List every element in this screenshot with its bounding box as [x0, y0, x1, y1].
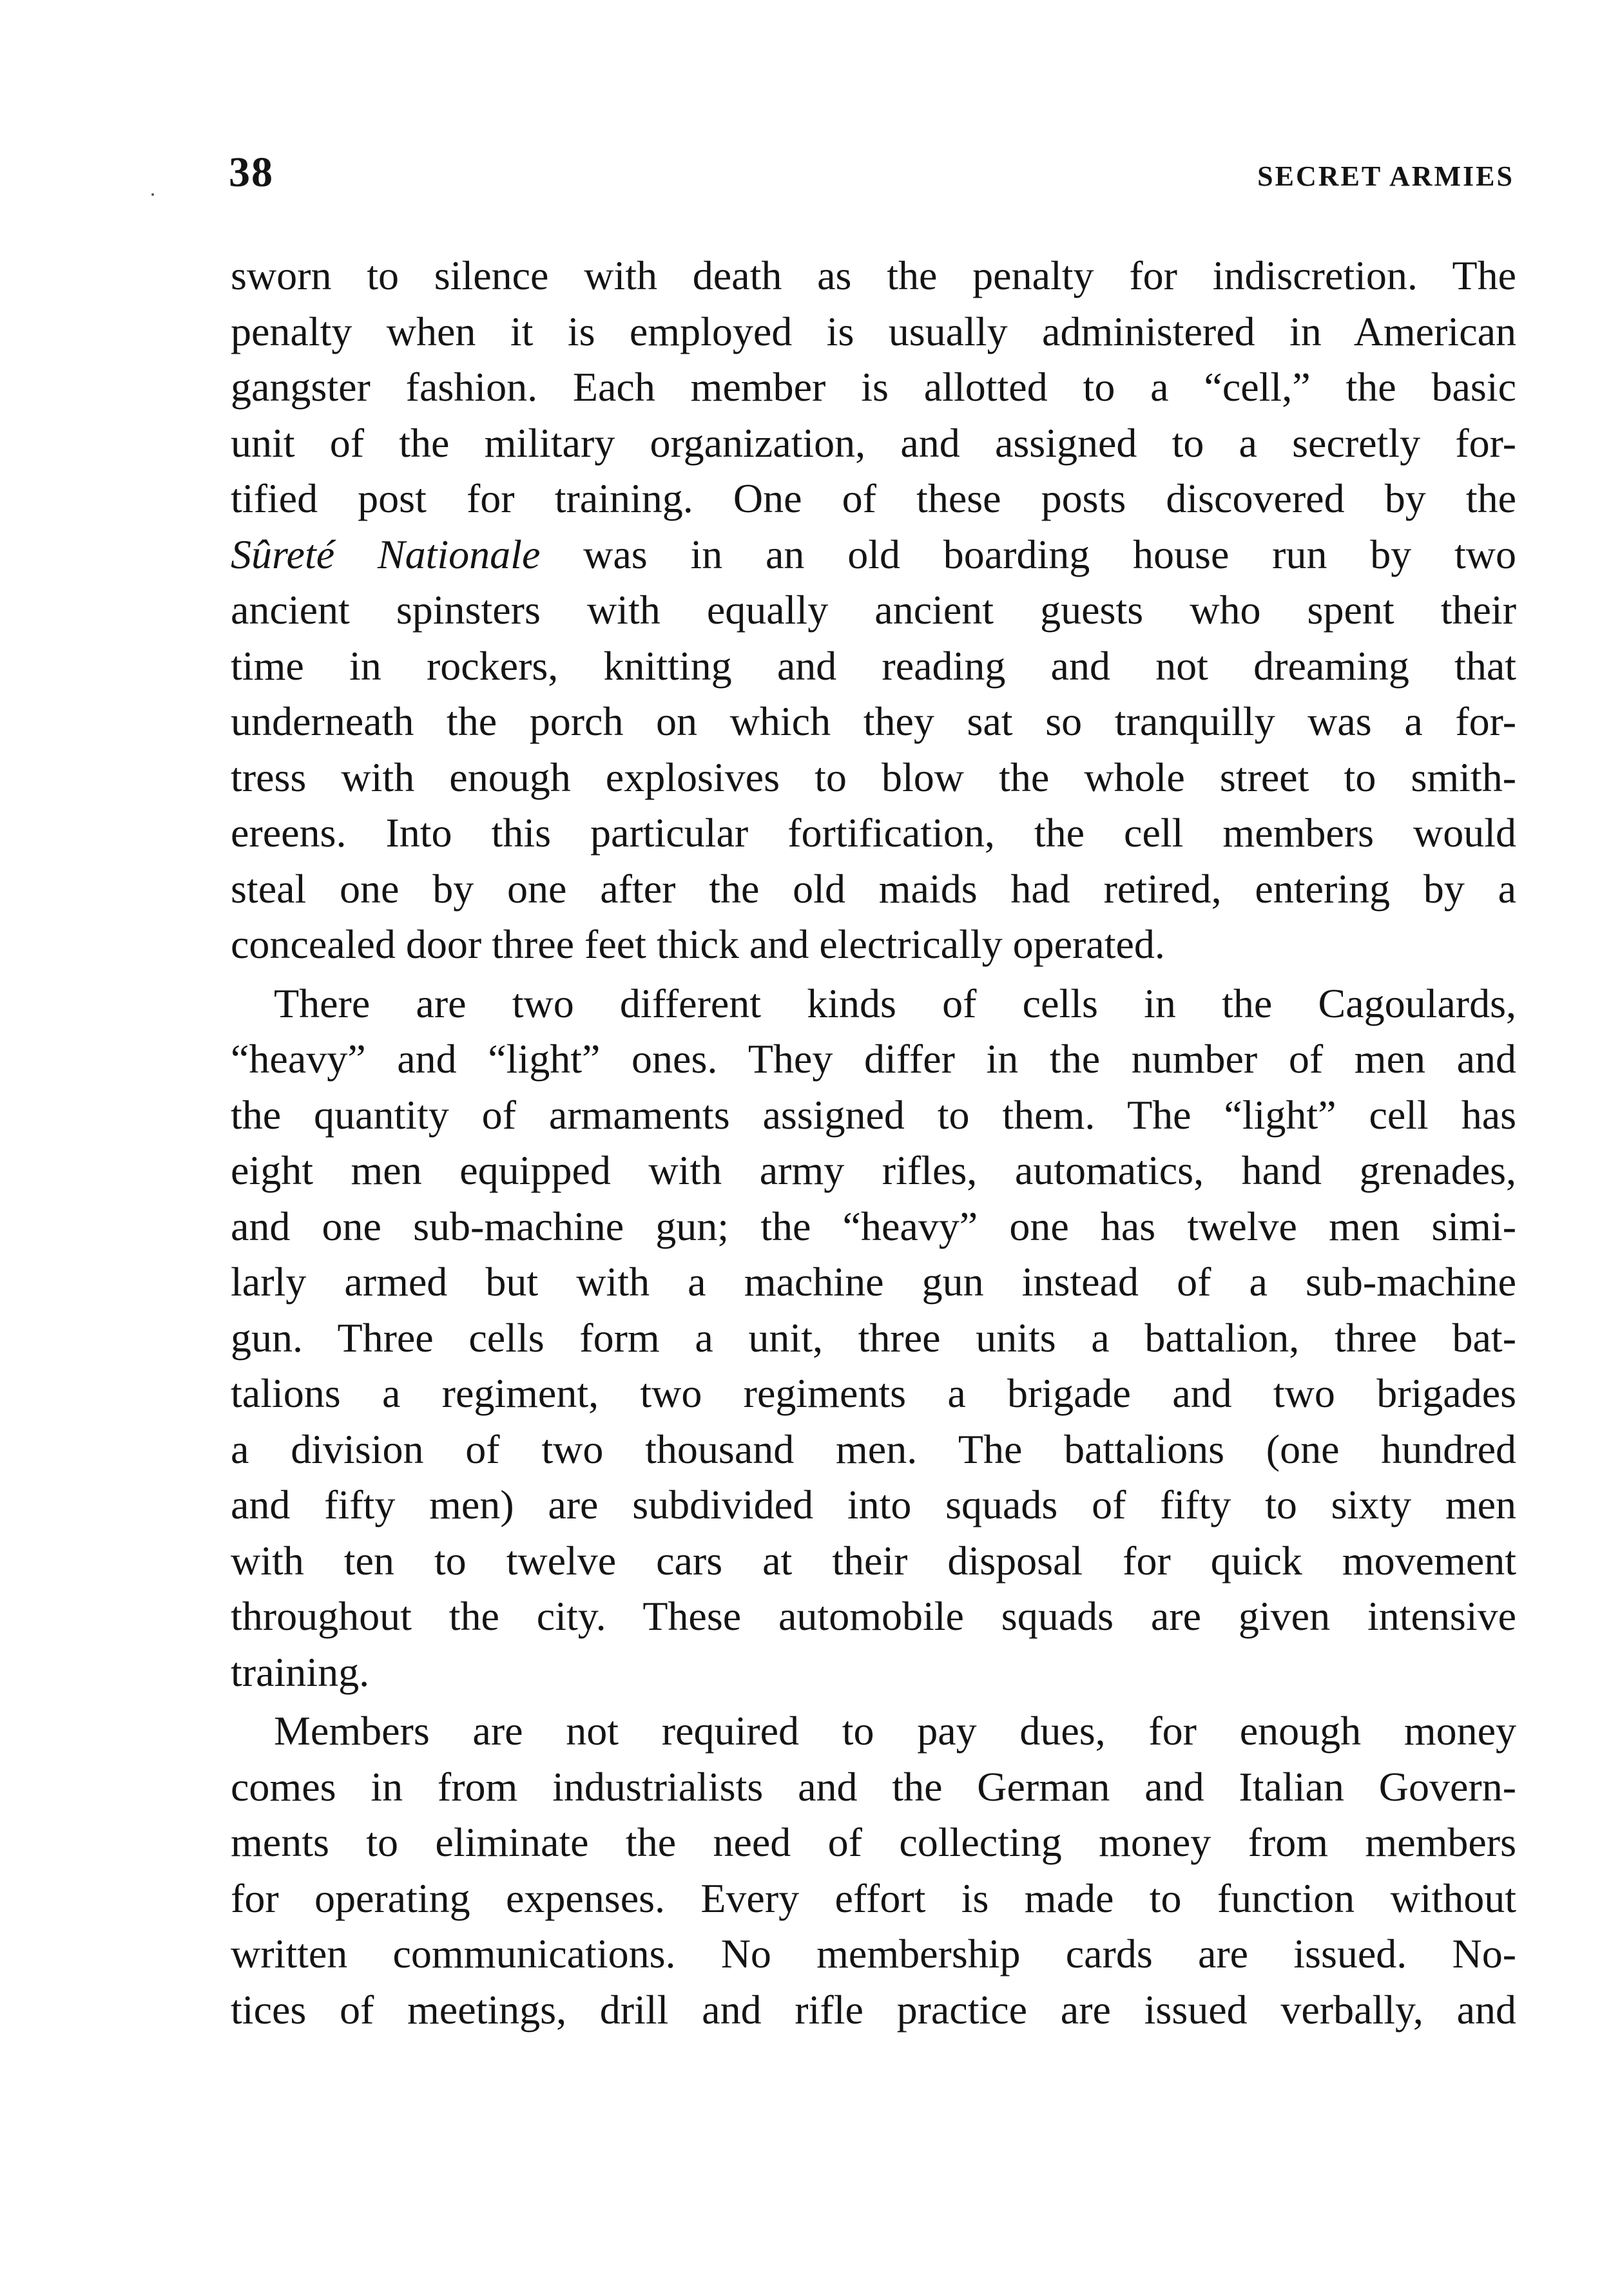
text-line: sworn to silence with death as the penalty for indiscretion. The [231, 253, 1516, 298]
italic-term: Sûreté Nationale [231, 531, 541, 577]
text-line: tress with enough explosives to blow the whole street to smith- [231, 754, 1516, 800]
text-line: training. [231, 1649, 370, 1695]
text-line: steal one by one after the old maids had retired, entering by a [231, 865, 1516, 912]
text-line: tified post for training. One of these posts discovered by the [231, 475, 1516, 521]
text-line: There are two different kinds of cells in the Cagoulards, [274, 980, 1516, 1026]
text-line: a division of two thousand men. The battalions (one hundred [231, 1426, 1516, 1472]
text-fragment: was in an old boarding house run by two [540, 531, 1516, 577]
text-line: eight men equipped with army rifles, automatics, hand grenades, [231, 1147, 1516, 1193]
text-line: and one sub-machine gun; the “heavy” one has twelve men simi- [231, 1203, 1516, 1249]
running-title: SECRET ARMIES [1257, 160, 1514, 192]
text-line: concealed door three feet thick and electrically operated. [231, 921, 1165, 967]
text-line: gun. Three cells form a unit, three units a battalion, three bat- [231, 1314, 1516, 1361]
paragraph [231, 1703, 1516, 2038]
text-line: written communications. No membership cards are issued. No- [231, 1931, 1516, 1976]
body-text [231, 248, 1516, 2038]
page-number: 38 [229, 149, 274, 196]
text-line: throughout the city. These automobile squads are given intensive [231, 1593, 1516, 1639]
text-line: tices of meetings, drill and rifle practice are issued verbally, and [231, 1986, 1516, 2033]
text-line: time in rockers, knitting and reading and not dreaming that [231, 642, 1516, 689]
text-line: for operating expenses. Every effort is made to function without [231, 1875, 1516, 1921]
text-line: underneath the porch on which they sat so tranquilly was a for- [231, 698, 1516, 744]
text-line: unit of the military organization, and assigned to a secretly for- [231, 419, 1516, 466]
text-line: penalty when it is employed is usually administered in American [231, 308, 1516, 354]
text-line [231, 527, 1516, 583]
text-line: ereens. Into this particular fortification, the cell members would [231, 810, 1516, 856]
text-line: talions a regiment, two regiments a brigade and two brigades [231, 1370, 1516, 1416]
paragraph [231, 976, 1516, 1701]
text-line: with ten to twelve cars at their disposal for quick movement [231, 1537, 1516, 1583]
running-head [229, 148, 1514, 200]
text-line: “heavy” and “light” ones. They differ in the number of men and [231, 1036, 1516, 1082]
text-line: ancient spinsters with equally ancient guests who spent their [231, 587, 1516, 633]
print-speck [151, 193, 154, 196]
text-line: comes in from industrialists and the German and Italian Govern- [231, 1763, 1516, 1810]
text-line: Members are not required to pay dues, for enough money [274, 1708, 1516, 1754]
text-line: and fifty men) are subdivided into squads of fifty to sixty men [231, 1482, 1516, 1527]
text-line: gangster fashion. Each member is allotted to a “cell,” the basic [231, 364, 1516, 410]
text-line: ments to eliminate the need of collecting money from members [231, 1819, 1516, 1865]
text-line: the quantity of armaments assigned to them. The “light” cell has [231, 1091, 1516, 1138]
text-line: larly armed but with a machine gun instead of a sub-machine [231, 1259, 1516, 1305]
paragraph [231, 248, 1516, 973]
